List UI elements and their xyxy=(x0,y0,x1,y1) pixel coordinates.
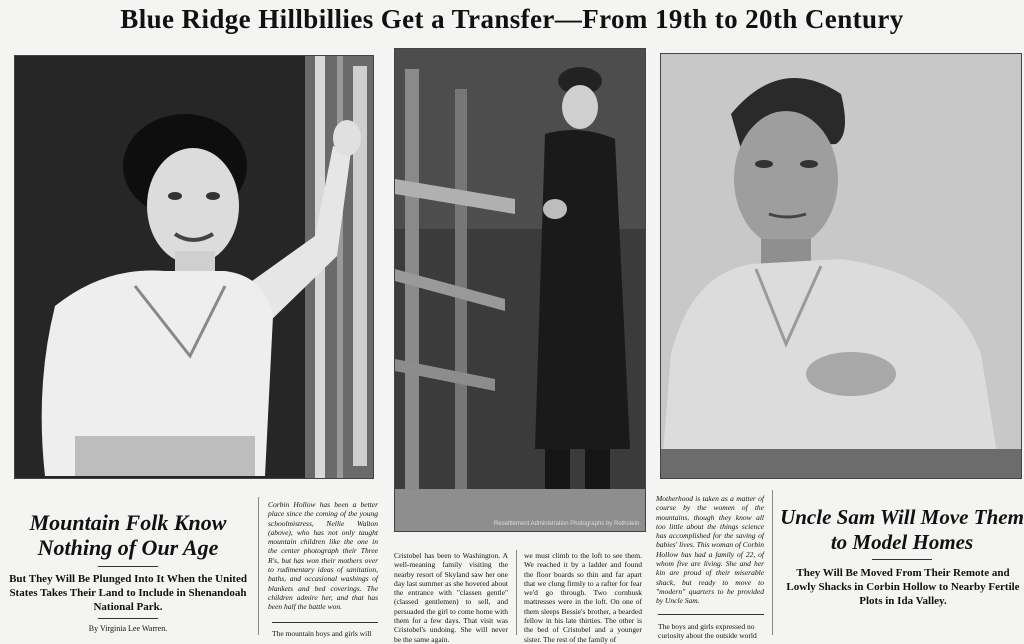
column-divider xyxy=(516,550,517,635)
middle-text-column-2: we must climb to the loft to see them. We reached it by a ladder and found the floor boards so thin and far apart that we clung firmly to a rafter for fear we'd go through. Two cornhusk mattresses were in the loft. On one of them sleeps Bessie's brother, a bearded fellow in his late thirties. The other is the bed of Cristobel and a younger sister. The rest of the family of xyxy=(524,551,642,644)
left-deck-rule xyxy=(98,618,158,619)
right-story-title: Uncle Sam Will Move Them to Model Homes xyxy=(780,505,1024,554)
middle-text-column-1: Cristobel has been to Washington. A well-meaning family visiting the nearby resort of Skyland saw her one day last summer as she hovered about the entrance with "classen gentle" (classed gentlemen) to sell, and persuaded the girl to come home with them for a few days. That visit was Cristobel's undoing. She will never be the same again. xyxy=(394,551,508,644)
column-divider xyxy=(772,490,773,635)
caption-right-rule xyxy=(658,614,764,615)
page-headline: Blue Ridge Hillbillies Get a Transfer—From 19th to 20th Century xyxy=(120,4,904,34)
right-story-continuation: The boys and girls expressed no curiosity about the outside world xyxy=(658,622,757,640)
woman-in-doorway-photo xyxy=(14,55,374,479)
right-story-deck: They Will Be Moved From Their Remote and Lowly Shacks in Corbin Hollow to Nearby Fertile Plots in Ida Valley. xyxy=(786,567,1020,607)
woman-portrait-photo xyxy=(660,53,1022,479)
left-story-byline: By Virginia Lee Warren. xyxy=(88,624,168,633)
left-story-continuation: The mountain boys and girls will xyxy=(272,629,372,638)
photo-credit: Resettlement Administration Photographs by Rothstein. xyxy=(493,521,641,527)
right-title-rule xyxy=(872,559,932,560)
right-photo-caption: Motherhood is taken as a matter of course by the women of the mountains, though they know all too little about the things science has accomplished for the saving of babies' lives. This woman of Corbin Hollow has had a family of 22, of whom five are living. She and her kin are proud of their miserable shack, but ready to move to "modern" quarters to be provided by Uncle Sam. xyxy=(656,494,764,606)
left-story-deck: But They Will Be Plunged Into It When the United States Takes Their Land to Include in Shenandoah National Park. xyxy=(9,573,247,613)
left-title-rule xyxy=(98,566,158,567)
girl-by-fence-photo xyxy=(394,48,646,532)
left-story-title: Mountain Folk Know Nothing of Our Age xyxy=(29,510,227,560)
left-photo-caption: Corbin Hollow has been a better place since the coming of the young schoolmistress, Nellie Walton (above), who has not only taught mountain children like the one in the center photograph their Three R's, but has won their mothers over to rudimentary ideas of sanitation, baths, and occasional washings of blankets and bed coverings. The children admire her, and that has been half the battle won. xyxy=(268,500,378,612)
caption-left-rule xyxy=(272,622,378,623)
column-divider xyxy=(258,497,259,635)
